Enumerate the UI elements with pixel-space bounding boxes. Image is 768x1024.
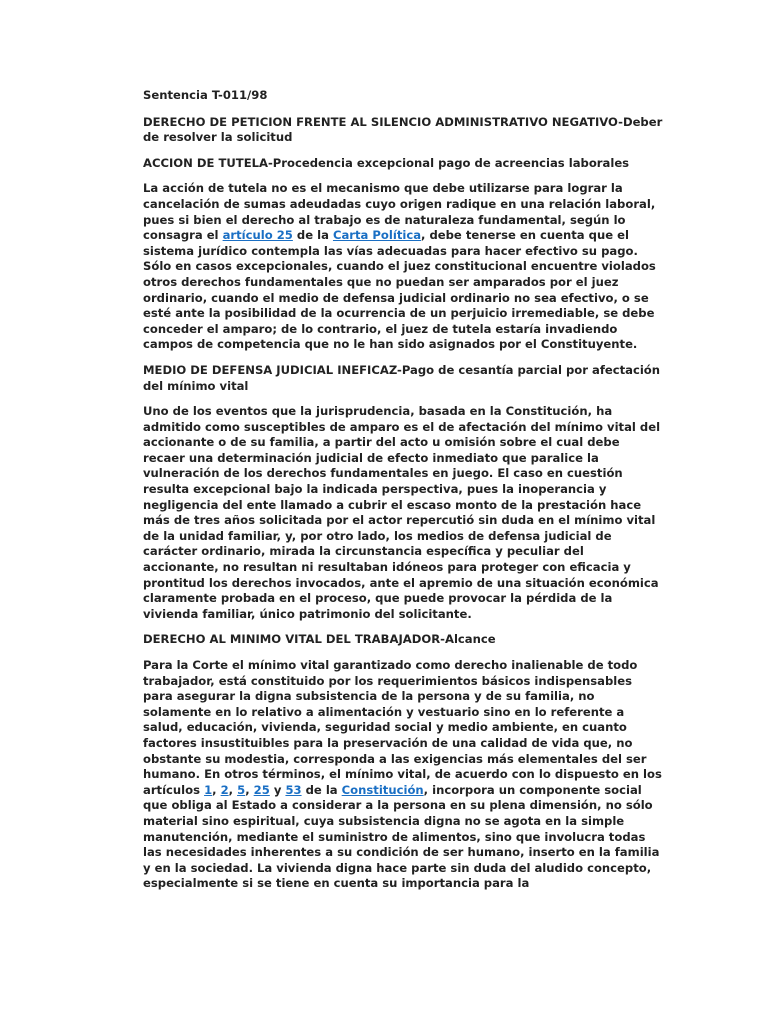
document-title: Sentencia T-011/98 bbox=[143, 88, 268, 102]
link-articulo-53[interactable]: 53 bbox=[285, 782, 302, 797]
link-articulo-1[interactable]: 1 bbox=[204, 782, 213, 797]
paragraph-text: Para la Corte el mínimo vital garantizado como derecho inalienable de todo trabajador, está constituido por los requerimientos básicos indispensables para asegurar la digna subsistencia de la persona y de su familia, no solamente en lo relativo a alimentación y vestuario sino en lo referente a salud, educación, vivienda, seguridad social y medio ambiente, en cuanto factores insustituibles para la preservación de una calidad de vida que, no obstante su modestia, corresponda a las exigencias más elementales del ser humano. En otros términos, el mínimo vital, de acuerdo con lo dispuesto en los artículos bbox=[143, 658, 662, 797]
separator: , bbox=[228, 782, 238, 797]
paragraph-medio-defensa: Uno de los eventos que la jurisprudencia, basada en la Constitución, ha admitido como susceptibles de amparo es el de afectación del mínimo vital del accionante o de su familia, a partir del acto u omisión sobre el cual debe recaer una determinación judicial de efecto inmediato que paralice la vulneración de los derechos fundamentales en juego. El caso en cuestión resulta excepcional bajo la indicada perspectiva, pues la inoperancia y negligencia del ente llamado a cubrir el escaso monto de la prestación hace más de tres años solicitada por el actor repercutió sin duda en el mínimo vital de la unidad familiar, y, por otro lado, los medios de defensa judicial de carácter ordinario, mirada la circunstancia específica y peculiar del accionante, no resultan ni resultaban idóneos para proteger con eficacia y prontitud los derechos invocados, ante el apremio de una situación económica claramente probada en el proceso, que puede provocar la pérdida de la vivienda familiar, único patrimonio del solicitante. bbox=[143, 404, 661, 621]
link-articulo-2[interactable]: 2 bbox=[220, 782, 229, 797]
separator: , bbox=[245, 782, 254, 797]
link-articulo-5[interactable]: 5 bbox=[237, 782, 246, 797]
paragraph-minimo-vital bbox=[143, 658, 663, 892]
link-articulo-25[interactable]: artículo 25 bbox=[222, 228, 293, 243]
paragraph-accion-tutela bbox=[143, 181, 663, 353]
heading-minimo-vital: DERECHO AL MINIMO VITAL DEL TRABAJADOR-Alcance bbox=[143, 632, 496, 647]
paragraph-text: La acción de tutela no es el mecanismo que debe utilizarse para lograr la cancelación de sumas adeudadas cuyo origen radique en una relación laboral, pues si bien el derecho al trabajo es de naturaleza fundamental, según lo consagra el bbox=[143, 181, 656, 243]
link-carta-politica[interactable]: Carta Política bbox=[332, 228, 422, 243]
heading-accion-tutela: ACCION DE TUTELA-Procedencia excepcional pago de acreencias laborales bbox=[143, 155, 630, 170]
link-articulo-25-b[interactable]: 25 bbox=[253, 782, 270, 797]
document-page bbox=[143, 88, 663, 902]
paragraph-text: de la bbox=[292, 228, 333, 243]
heading-medio-defensa: MEDIO DE DEFENSA JUDICIAL INEFICAZ-Pago de cesantía parcial por afectación del mínimo vital bbox=[143, 362, 661, 393]
paragraph-text: de la bbox=[301, 782, 342, 797]
separator: y bbox=[269, 782, 286, 797]
separator: , bbox=[212, 782, 221, 797]
paragraph-text: , debe tenerse en cuenta que el sistema jurídico contempla las vías adecuadas para hacer efectivo su pago. Sólo en casos excepcionales, cuando el juez constitucional encuentre violados otros derechos fundamentales que no puedan ser amparados por el juez ordinario, cuando el medio de defensa judicial ordinario no sea efectivo, o se esté ante la posibilidad de la ocurrencia de un perjuicio irremediable, se debe conceder el amparo; de lo contrario, el juez de tutela estaría invadiendo campos de competencia que no le han sido asignados por el Constituyente. bbox=[143, 228, 656, 352]
heading-derecho-peticion: DERECHO DE PETICION FRENTE AL SILENCIO ADMINISTRATIVO NEGATIVO-Deber de resolver la solicitud bbox=[143, 114, 663, 145]
paragraph-text: , incorpora un componente social que obliga al Estado a considerar a la persona en su plena dimensión, no sólo material sino espiritual, cuya subsistencia digna no se agota en la simple manutención, mediante el suministro de alimentos, sino que involucra todas las necesidades inherentes a su condición de ser humano, inserto en la familia y en la sociedad. La vivienda digna hace parte sin duda del aludido concepto, especialmente si se tiene en cuenta su importancia para la bbox=[143, 782, 660, 891]
link-constitucion[interactable]: Constitución bbox=[341, 782, 424, 797]
